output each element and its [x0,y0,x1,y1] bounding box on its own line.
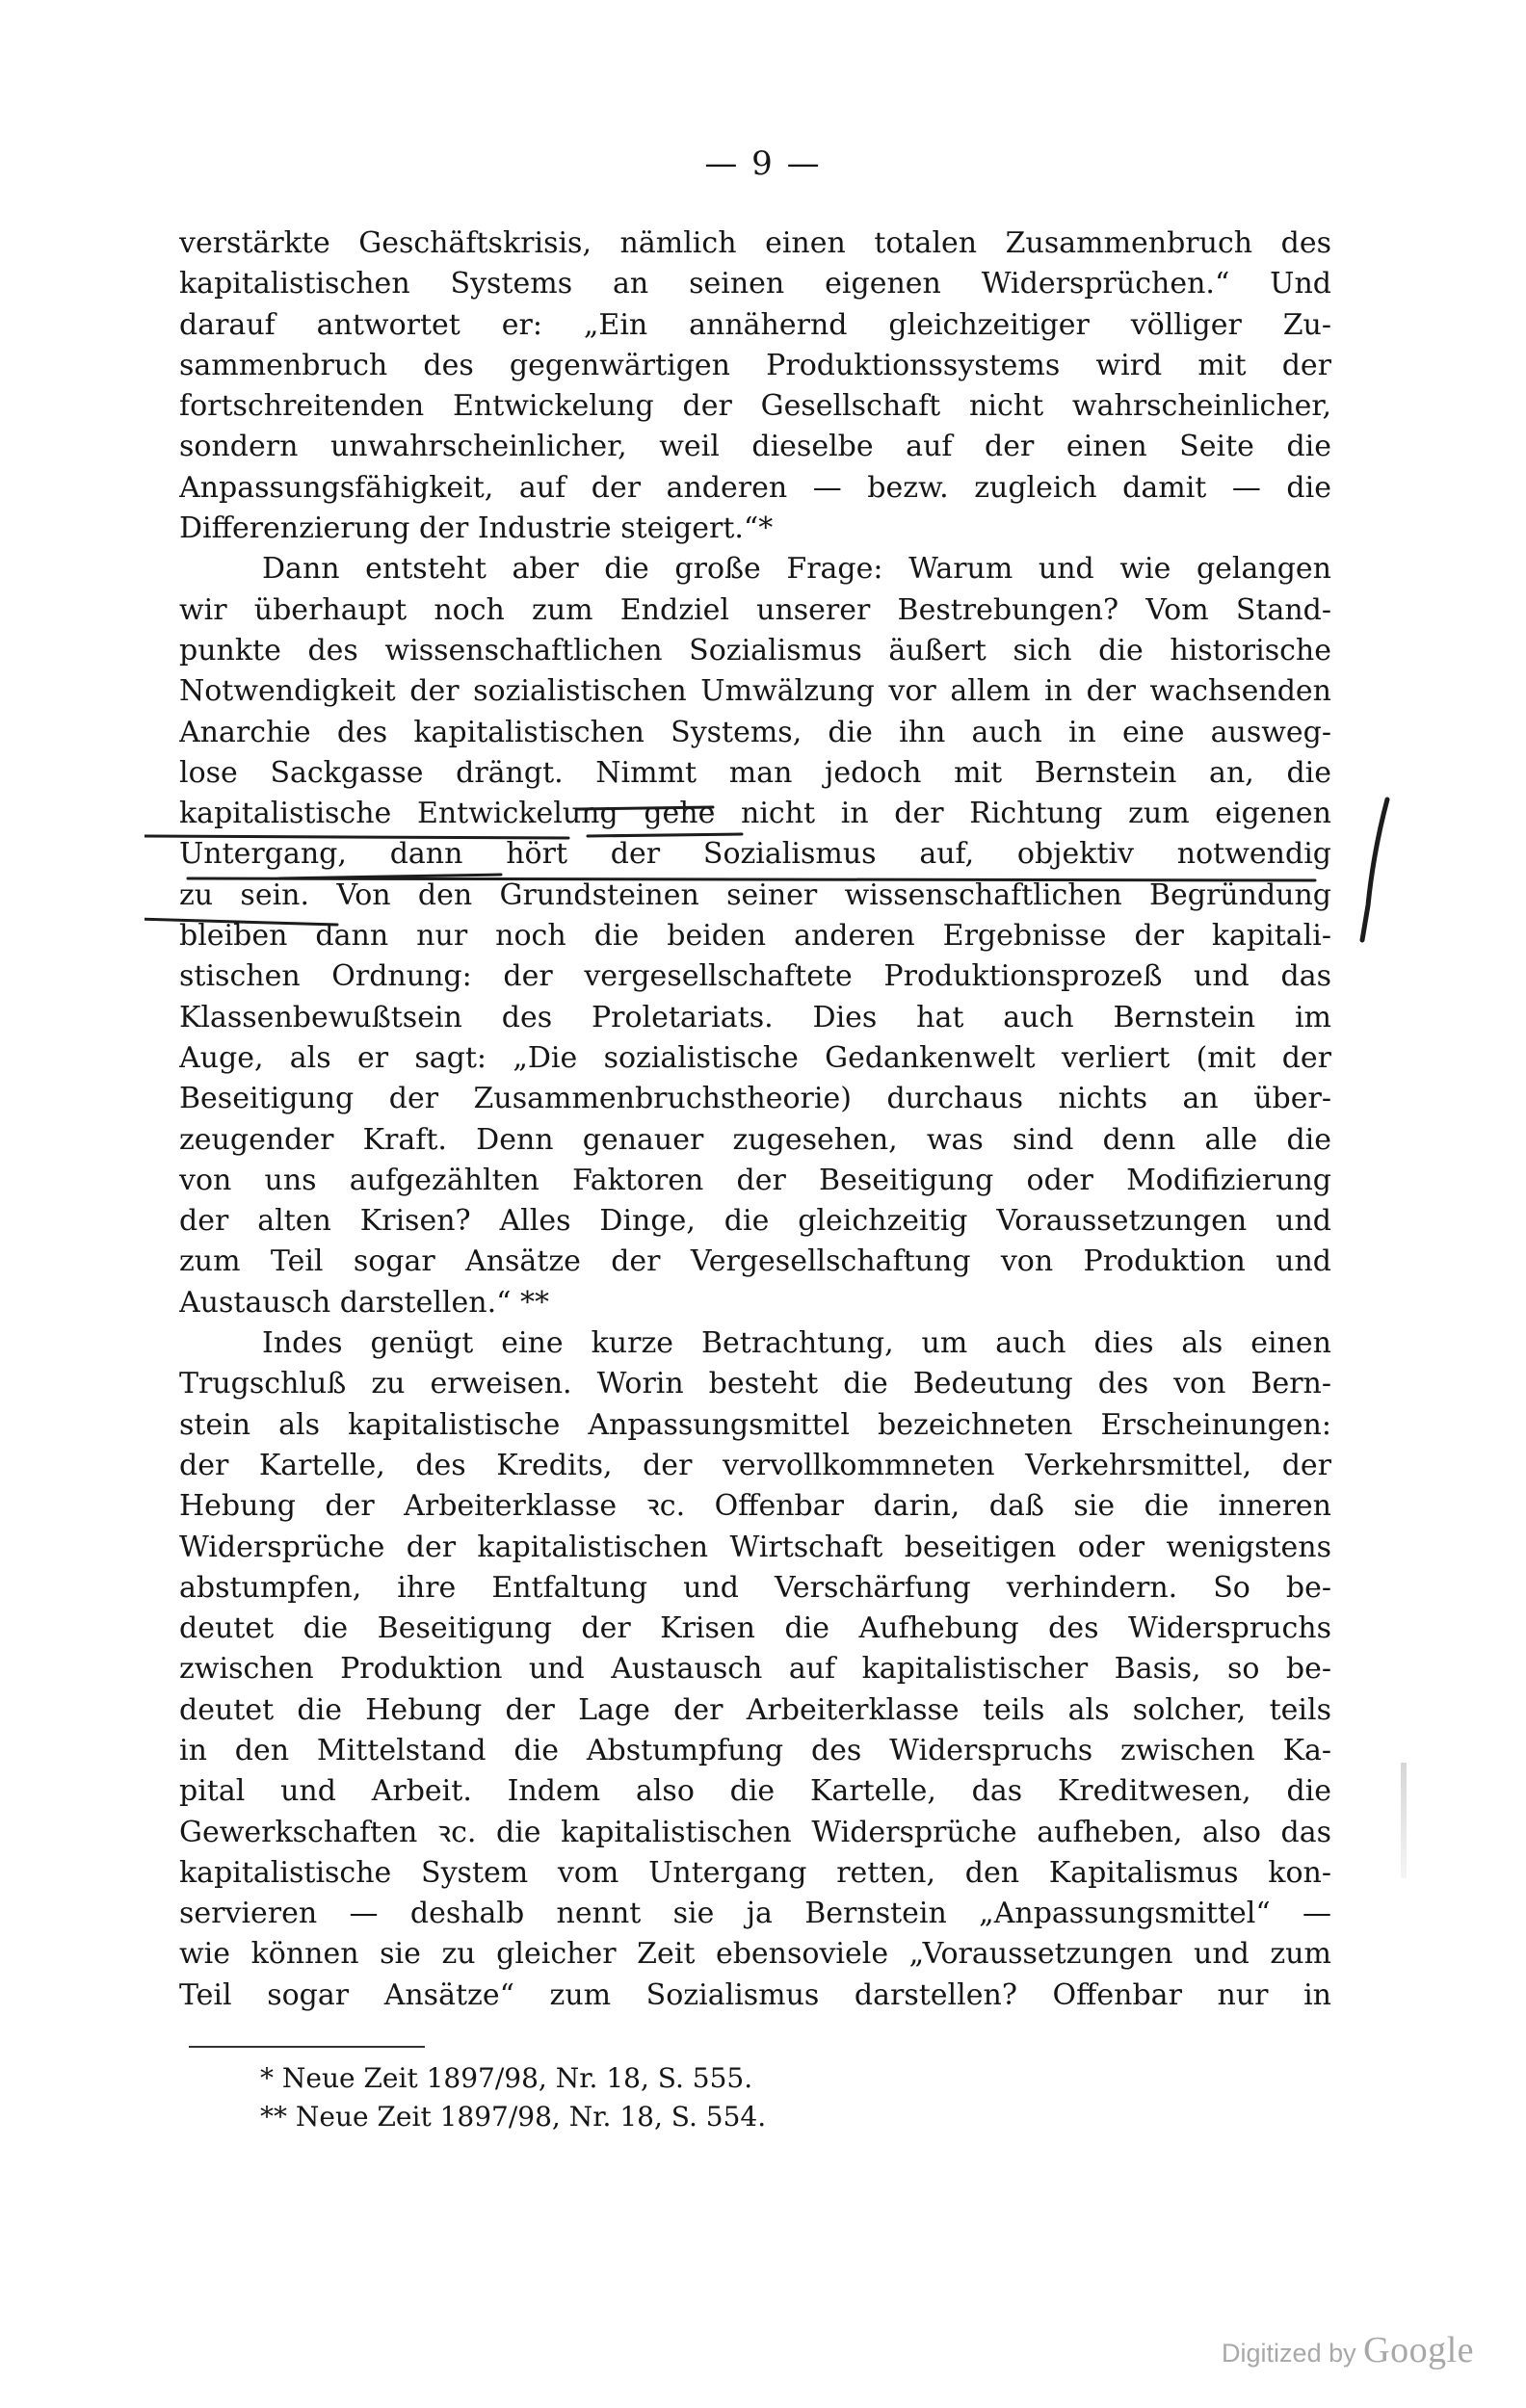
text-line: fortschreitenden Entwickelung der Gesellschaft nicht wahrscheinlicher, [179,389,1331,424]
text-line: Trugschluß zu erweisen. Worin besteht die Bedeutung des von Bern- [179,1367,1331,1401]
text-line: servieren — deshalb nennt sie ja Bernstein „Anpassungsmittel“ — [179,1897,1331,1931]
text-line: kapitalistischen Systems an seinen eigenen Widersprüchen.“ Und [179,267,1331,301]
text-line: kapitalistische Entwickelung gehe nicht in der Richtung zum eigenen [179,797,1331,831]
text-line: zu sein. Von den Grundsteinen seiner wissenschaftlichen Begründung [179,877,1331,912]
text-line: Differenzierung der Industrie steigert.“* [179,511,774,546]
text-line: sondern unwahrscheinlicher, weil dieselbe auf der einen Seite die [179,430,1331,464]
footnote: ** Neue Zeit 1897/98, Nr. 18, S. 554. [260,2101,767,2133]
pencil-margin-mark [1362,799,1387,940]
watermark-prefix: Digitized by [1222,2339,1356,2368]
scan-artifact [1401,1763,1407,1878]
digitization-watermark [1222,2329,1474,2371]
text-line: abstumpfen, ihre Entfaltung und Verschärfung verhindern. So be- [179,1570,1331,1605]
text-line: kapitalistische System vom Untergang retten, den Kapitalismus kon- [179,1855,1331,1890]
paragraph-start-line: Dann entsteht aber die große Frage: Warum und wie gelangen [262,552,1331,587]
text-line: Teil sogar Ansätze“ zum Sozialismus darstellen? Offenbar nur in [179,1977,1331,2012]
text-line: Klassenbewußtsein des Proletariats. Dies hat auch Bernstein im [179,1000,1331,1034]
text-line: von uns aufgezählten Faktoren der Beseitigung oder Modifizierung [179,1163,1331,1197]
text-line: lose Sackgasse drängt. Nimmt man jedoch mit Bernstein an, die [179,755,1331,790]
text-line: Auge, als er sagt: „Die sozialistische Gedankenwelt verliert (mit der [179,1040,1331,1075]
text-line: pital und Arbeit. Indem also die Kartelle, das Kreditwesen, die [179,1774,1331,1809]
text-line: Notwendigkeit der sozialistischen Umwälzung vor allem in der wachsenden [179,674,1331,709]
paragraph-start-line: Indes genügt eine kurze Betrachtung, um auch dies als einen [262,1326,1331,1361]
page-number: — 9 — [704,144,822,183]
text-line: Austausch darstellen.“ ** [179,1285,550,1320]
text-line: Untergang, dann hört der Sozialismus auf, objektiv notwendig [179,837,1331,872]
google-logo: Google [1363,2330,1474,2370]
text-line: wie können sie zu gleicher Zeit ebensoviele „Voraussetzungen und zum [179,1937,1331,1972]
text-line: zwischen Produktion und Austausch auf kapitalistischer Basis, so be- [179,1652,1331,1687]
text-line: wir überhaupt noch zum Endziel unserer Bestrebungen? Vom Stand- [179,592,1331,627]
text-line: stischen Ordnung: der vergesellschaftete Produktionsprozeß und das [179,959,1331,994]
text-line: Anarchie des kapitalistischen Systems, die ihn auch in eine ausweg- [179,715,1331,749]
body-text [179,223,1331,2016]
text-line: Anpassungsfähigkeit, auf der anderen — bezw. zugleich damit — die [179,470,1331,505]
text-line: der alten Krisen? Alles Dinge, die gleichzeitig Voraussetzungen und [179,1204,1331,1239]
text-line: Hebung der Arbeiterklasse ꝛc. Offenbar darin, daß sie die inneren [179,1489,1331,1524]
text-line: Gewerkschaften ꝛc. die kapitalistischen Widersprüche aufheben, also das [179,1815,1331,1849]
text-line: in den Mittelstand die Abstumpfung des Widerspruchs zwischen Ka- [179,1733,1331,1767]
text-line: sammenbruch des gegenwärtigen Produktionssystems wird mit der [179,348,1331,382]
text-line: zum Teil sogar Ansätze der Vergesellschaftung von Produktion und [179,1244,1331,1279]
text-line: darauf antwortet er: „Ein annähernd gleichzeitiger völliger Zu- [179,307,1331,342]
footnotes [260,2059,1127,2136]
text-line: verstärkte Geschäftskrisis, nämlich einen totalen Zusammenbruch des [179,226,1331,260]
text-line: deutet die Beseitigung der Krisen die Aufhebung des Widerspruchs [179,1611,1331,1646]
text-line: zeugender Kraft. Denn genauer zugesehen, was sind denn alle die [179,1122,1331,1157]
text-line: stein als kapitalistische Anpassungsmittel bezeichneten Erscheinungen: [179,1407,1331,1442]
text-line: bleiben dann nur noch die beiden anderen Ergebnisse der kapitali- [179,919,1331,954]
text-line: deutet die Hebung der Lage der Arbeiterklasse teils als solcher, teils [179,1692,1331,1727]
text-line: punkte des wissenschaftlichen Sozialismus äußert sich die historische [179,633,1331,667]
text-line: Widersprüche der kapitalistischen Wirtschaft beseitigen oder wenigstens [179,1530,1331,1564]
footnote: * Neue Zeit 1897/98, Nr. 18, S. 555. [260,2062,753,2094]
footnote-divider [189,2046,425,2048]
text-line: Beseitigung der Zusammenbruchstheorie) durchaus nichts an über- [179,1082,1331,1116]
text-line: der Kartelle, des Kredits, der vervollkommneten Verkehrsmittel, der [179,1448,1331,1482]
